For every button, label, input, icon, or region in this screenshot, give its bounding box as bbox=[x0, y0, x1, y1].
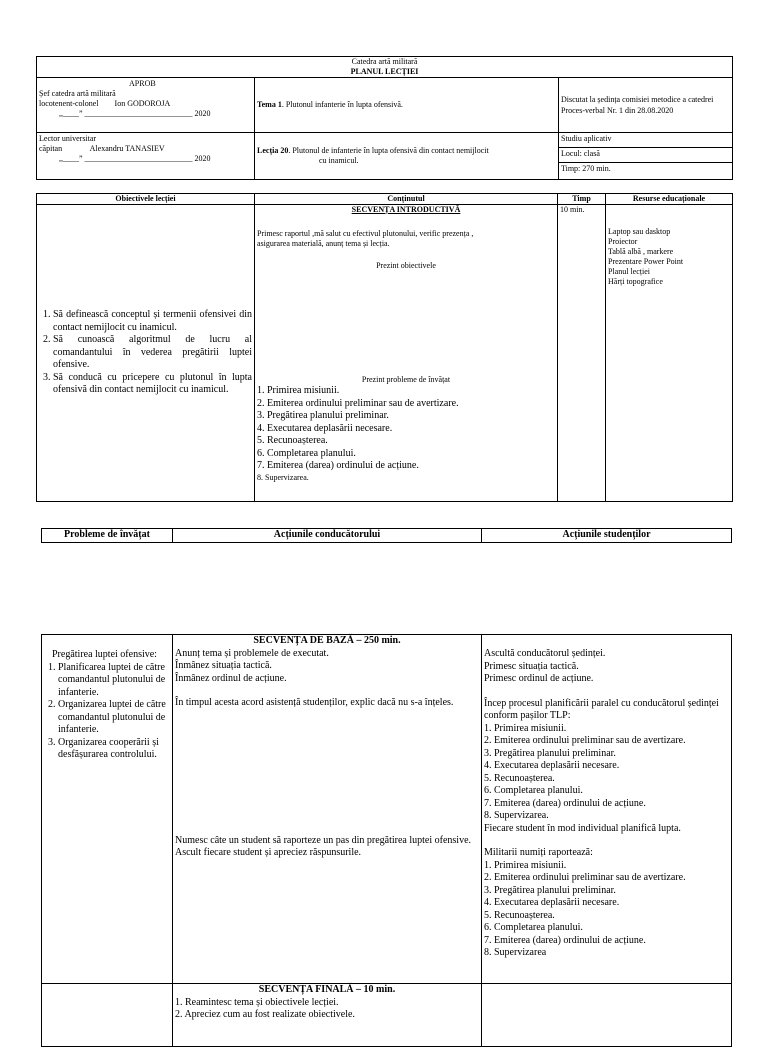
lesson-text-2: cu inamicul. bbox=[319, 156, 359, 165]
col-objectives: Obiectivele lecției bbox=[37, 194, 255, 205]
resource-item: Laptop sau dasktop bbox=[608, 227, 671, 236]
tlp-step: 5. Recunoașterea. bbox=[484, 772, 555, 784]
report-step: 7. Emiterea (darea) ordinului de acțiune. bbox=[484, 934, 646, 946]
final-students-cell bbox=[482, 984, 732, 1047]
resource-item: Prezentare Power Point bbox=[608, 257, 684, 266]
intro-sequence-title: SECVENȚA INTRODUCTIVĂ bbox=[351, 205, 461, 214]
objective-item: 3. Să conducă cu pricepere cu plutonul în lupta ofensivă din contact nemijlocit cu inamicul. bbox=[53, 372, 252, 397]
resource-item: Planul lecției bbox=[608, 267, 650, 276]
final-leader-cell bbox=[173, 984, 482, 1047]
final-sequence-title: SECVENȚA FINALĂ – 10 min. bbox=[258, 984, 396, 995]
objectives-cell bbox=[37, 205, 255, 502]
lector-cell bbox=[37, 133, 255, 180]
base-problem-item: 3. Organizarea cooperării și desfășurarea controlului. bbox=[58, 737, 170, 762]
resource-item: Proiector bbox=[608, 237, 638, 246]
present-problems: Prezint probleme de învățat bbox=[361, 375, 451, 384]
final-problems-cell bbox=[42, 984, 173, 1047]
objective-item: 2. Să cunoască algoritmul de lucru al comandantului în vederea pregătirii luptei ofensive. bbox=[53, 334, 252, 372]
tlp-step: 8. Supervizarea. bbox=[484, 810, 549, 821]
plan-title: PLANUL LECȚIEI bbox=[350, 67, 419, 76]
student-action: Încep procesul planificării paralel cu conducătorul ședinței conform pașilor TLP: bbox=[484, 697, 719, 721]
header-title-cell bbox=[37, 57, 733, 78]
problem-item: 1. Primirea misiunii. bbox=[257, 385, 340, 396]
report-step: 5. Recunoașterea. bbox=[484, 909, 555, 921]
approver-name: locotenent-colonel Ion GODOROJA bbox=[39, 99, 171, 108]
objective-item: 1. Să definească conceptul și termenii ofensivei din contact nemijlocit cu inamicul. bbox=[53, 309, 252, 334]
tlp-step: 3. Pregătirea planului preliminar. bbox=[484, 747, 616, 759]
lector-date: ,,____” ___________________________ 2020 bbox=[59, 154, 211, 163]
activity-header-table bbox=[41, 528, 732, 543]
objectives-list bbox=[39, 309, 252, 397]
plan-table bbox=[36, 193, 733, 502]
theme-label: Tema 1 bbox=[257, 100, 282, 109]
base-problems-list bbox=[44, 662, 170, 762]
problem-item: 3. Pregătirea planului preliminar. bbox=[257, 410, 389, 421]
intro-text-2: asigurarea materială, anunț tema și lecția. bbox=[257, 239, 390, 248]
resources-cell bbox=[606, 205, 733, 502]
report-step: 2. Emiterea ordinului preliminar sau de avertizare. bbox=[484, 872, 686, 883]
protocol-text: Proces-verbal Nr. 1 din 28.08.2020 bbox=[561, 106, 674, 115]
leader-action: Înmânez situația tactică. bbox=[175, 660, 272, 671]
student-actions-cell bbox=[482, 635, 732, 984]
base-problem-item: 2. Organizarea luptei de către comandantul plutonului de infanterie. bbox=[58, 699, 170, 737]
problem-item: 4. Executarea deplasării necesare. bbox=[257, 422, 393, 434]
resource-item: Hărți topografice bbox=[608, 277, 663, 286]
header-table bbox=[36, 56, 733, 180]
problem-item: 5. Recunoașterea. bbox=[257, 435, 328, 446]
leader-actions-cell bbox=[173, 635, 482, 984]
approver-date: ,,____” ___________________________ 2020 bbox=[59, 109, 211, 118]
col-student-actions: Acțiunile studenților bbox=[482, 529, 732, 543]
discussed-cell bbox=[559, 78, 733, 133]
report-step: 6. Completarea planului. bbox=[484, 922, 583, 933]
theme-cell bbox=[255, 78, 559, 133]
leader-action: Numesc câte un student să raporteze un pas din pregătirea luptei ofensive. bbox=[175, 834, 472, 846]
leader-action: Înmânez ordinul de acțiune. bbox=[175, 672, 287, 684]
base-problems-intro: Pregătirea luptei ofensive: bbox=[52, 649, 157, 660]
present-objectives: Prezint obiectivele bbox=[376, 261, 436, 270]
tlp-step: 1. Primirea misiunii. bbox=[484, 722, 567, 734]
content-cell bbox=[255, 205, 558, 502]
student-action: Primesc ordinul de acțiune. bbox=[484, 673, 594, 684]
base-problem-item: 1. Planificarea luptei de către comandantul plutonului de infanterie. bbox=[58, 662, 170, 700]
resource-item: Tablă albă , markere bbox=[608, 247, 674, 256]
report-step: 1. Primirea misiunii. bbox=[484, 859, 567, 871]
discussed-text: Discutat la ședința comisiei metodice a catedrei bbox=[561, 95, 714, 104]
student-action: Ascultă conducătorul ședinței. bbox=[484, 648, 606, 659]
student-action: Militarii numiți raportează: bbox=[484, 847, 593, 858]
lesson-text: . Plutonul de infanterie în lupta ofensivă din contact nemijlocit bbox=[288, 146, 489, 155]
base-problems-cell bbox=[42, 635, 173, 984]
leader-action: Anunț tema și problemele de executat. bbox=[175, 647, 329, 659]
col-leader-actions: Acțiunile conducătorului bbox=[173, 529, 482, 543]
base-sequence-title: SECVENȚA DE BAZĂ – 250 min. bbox=[253, 635, 401, 646]
theme-text: . Plutonul infanterie în lupta ofensivă. bbox=[281, 100, 403, 109]
col-resources: Resurse educaționale bbox=[606, 194, 733, 205]
leader-action: Ascult fiecare student și apreciez răspunsurile. bbox=[175, 847, 362, 858]
col-learning-problems: Probleme de învățat bbox=[42, 529, 173, 543]
intro-time: 10 min. bbox=[558, 205, 606, 502]
study-type: Studiu aplicativ bbox=[559, 133, 733, 148]
leader-action: În timpul acesta acord asistență studenților, explic dacă nu s-a înțeles. bbox=[175, 697, 454, 708]
approver-role: Șef catedra artă militară bbox=[39, 89, 116, 98]
time: Timp: 270 min. bbox=[559, 163, 733, 180]
place: Locul: clasă bbox=[559, 148, 733, 163]
col-time: Timp bbox=[558, 194, 606, 205]
report-step: 8. Supervizarea bbox=[484, 947, 547, 958]
student-action: Fiecare student în mod individual planifică lupta. bbox=[484, 822, 681, 834]
problem-item: 2. Emiterea ordinului preliminar sau de avertizare. bbox=[257, 397, 459, 409]
report-step: 4. Executarea deplasării necesare. bbox=[484, 897, 620, 908]
problem-item: 8. Supervizarea. bbox=[257, 472, 309, 482]
intro-text-1: Primesc raportul ,mă salut cu efectivul plutonului, verific prezența , bbox=[257, 229, 474, 238]
final-item: 2. Apreciez cum au fost realizate obiectivele. bbox=[175, 1009, 355, 1020]
lector-name: căpitan Alexandru TANASIEV bbox=[39, 144, 165, 153]
final-item: 1. Reamintesc tema și obiectivele lecției. bbox=[175, 996, 339, 1008]
lesson-label: Lecția 20 bbox=[257, 146, 289, 155]
problem-item: 7. Emiterea (darea) ordinului de acțiune. bbox=[257, 460, 419, 471]
main-sequence-table bbox=[41, 634, 732, 1047]
approve-label: APROB bbox=[129, 79, 156, 88]
tlp-step: 4. Executarea deplasării necesare. bbox=[484, 760, 620, 771]
problem-item: 6. Completarea planului. bbox=[257, 447, 356, 459]
tlp-step: 2. Emiterea ordinului preliminar sau de avertizare. bbox=[484, 735, 686, 746]
tlp-step: 6. Completarea planului. bbox=[484, 785, 583, 796]
department-name: Catedra artă militară bbox=[351, 57, 418, 66]
approval-cell bbox=[37, 78, 255, 133]
col-content: Conținutul bbox=[255, 194, 558, 205]
student-action: Primesc situația tactică. bbox=[484, 660, 579, 672]
tlp-step: 7. Emiterea (darea) ordinului de acțiune. bbox=[484, 797, 646, 809]
lector-role: Lector universitar bbox=[39, 134, 97, 143]
report-step: 3. Pregătirea planului preliminar. bbox=[484, 884, 616, 896]
lesson-cell bbox=[255, 133, 559, 180]
